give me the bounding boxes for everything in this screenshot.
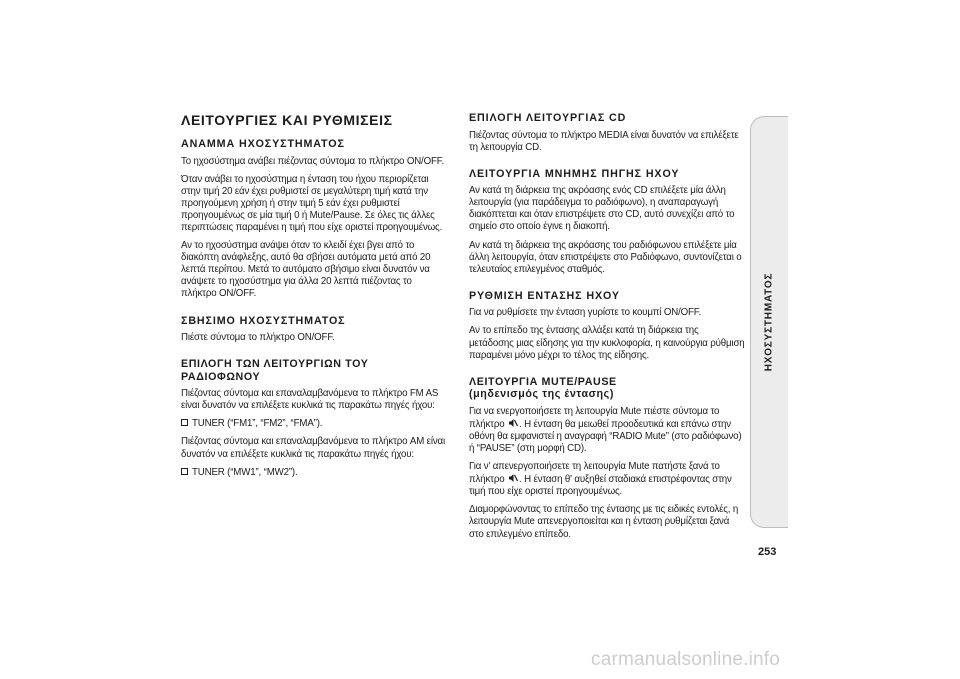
section-title-power-on: ΑΝΑΜΜΑ ΗΧΟΣΥΣΤΗΜΑΤΟΣ (181, 138, 345, 150)
paragraph: Αν κατά τη διάρκεια της ακρόασης του ραδιόφωνου επιλέξετε μία άλλη λειτουργία, όταν επιστρέψετε στο Ραδιόφωνο, συντονίζεται ο τελευταίος επιλεγμένος σταθμός. (469, 239, 742, 275)
speaker-mute-icon (508, 473, 518, 483)
paragraph: Αν κατά τη διάρκεια της ακρόασης ενός CD επιλέξετε μία άλλη λειτουργία (για παράδειγμα το ραδιόφωνο), η αναπαραγωγή διακόπτεται και όταν επιστρέψετε στο CD, αυτό συνεχίζει από το σημείο στο οποίο έγινε η διακοπή. (469, 185, 735, 233)
paragraph: Το ηχοσύστημα ανάβει πιέζοντας σύντομα το πλήκτρο ON/OFF. (181, 155, 444, 167)
paragraph: Πιέζοντας σύντομα το πλήκτρο MEDIA είναι δυνατόν να επιλέξετε τη λειτουργία CD. (469, 129, 739, 153)
section-title-line: ΛΕΙΤΟΥΡΓΙΑ MUTE/PAUSE (469, 375, 617, 388)
section-title-source-memory: ΛΕΙΤΟΥΡΓΙΑ ΜΝΗΜΗΣ ΠΗΓΗΣ ΗΧΟΥ (469, 167, 680, 180)
paragraph: Για να ρυθμίσετε την ένταση γυρίστε το κουμπί ON/OFF. (469, 307, 701, 319)
speaker-mute-icon (508, 418, 518, 428)
bullet-text: TUNER (“FM1”, “FM2”, “FMA”). (192, 418, 323, 430)
section-title-power-off: ΣΒΗΣΙΜΟ ΗΧΟΣΥΣΤΗΜΑΤΟΣ (181, 314, 346, 327)
section-title-mute-pause (469, 376, 745, 401)
checkbox-bullet-icon (181, 468, 188, 475)
section-title-cd-mode: ΕΠΙΛΟΓΗ ΛΕΙΤΟΥΡΓΙΑΣ CD (469, 112, 627, 124)
paragraph: Διαμορφώνοντας το επίπεδο της έντασης με τις ειδικές εντολές, η λειτουργία Mute απενεργοποιείται και η ένταση ρυθμίζεται ξανά στο επιλεγμένο επίπεδο. (469, 504, 739, 540)
paragraph: Πιέστε σύντομα το πλήκτρο ON/OFF. (181, 332, 335, 344)
section-title-line: ΡΑΔΙΟΦΩΝΟΥ (181, 370, 261, 383)
paragraph: Πιέζοντας σύντομα και επαναλαμβανόμενα το πλήκτρο FM AS είναι δυνατόν να επιλέξετε κυκλικά τις παρακάτω πηγές ήχου: (181, 388, 439, 412)
paragraph: Αν το ηχοσύστημα ανάψει όταν το κλειδί έχει βγει από το διακόπτη ανάφλεξης, αυτό θα σβήσει αυτόματα μετά από 20 λεπτά περίπου. Μετά το αυτόματο σβήσιμο είναι δυνατόν να ανάψετε το ηχοσύστημα για άλλα 20 λεπτά πιέζοντας το πλήκτρο ON/OFF. (181, 240, 431, 300)
page-number: 253 (758, 546, 777, 558)
watermark: carmanualsonline.info (591, 649, 781, 670)
paragraph: Όταν ανάβει το ηχοσύστημα η ένταση του ήχου περιορίζεται στην τιμή 20 εάν έχει ρυθμιστεί σε μεγαλύτερη τιμή κατά την προηγούμενη χρήση ή στην τιμή 5 εάν έχει ρυθμιστεί προηγουμένως σε μία τιμή 0 ή Mute/Pause. Σε όλες τις άλλες περιπτώσεις παραμένει η τιμή που είχε οριστεί προηγουμένως. (181, 173, 443, 233)
bullet-item (181, 467, 445, 479)
paragraph (469, 406, 745, 455)
paragraph (469, 461, 745, 498)
section-title-line: (μηδενισμός της έντασης) (469, 388, 614, 401)
section-title-line: ΕΠΙΛΟΓΗ ΤΩΝ ΛΕΙΤΟΥΡΓΙΩΝ ΤΟΥ (181, 358, 369, 371)
paragraph-text: Για να ενεργοποιήσετε τη λειτουργία Mute πιέστε σύντομα το πλήκτρο (469, 405, 720, 430)
chapter-side-tab-label: ΗΧΟΣΥΣΤΗΜΑΤΟΣ (763, 272, 775, 372)
right-column (469, 112, 745, 547)
left-column (181, 112, 445, 485)
paragraph: Αν το επίπεδο της έντασης αλλάξει κατά τη διάρκεια της μετάδοσης μιας είδησης για την κυκλοφορία, η καινούργια ρύθμιση παραμένει μόνο μέχρι το τέλος της είδησης. (469, 325, 745, 361)
checkbox-bullet-icon (181, 419, 188, 426)
paragraph: Πιέζοντας σύντομα και επαναλαμβανόμενα το πλήκτρο AM είναι δυνατόν να επιλέξετε κυκλικά τις παρακάτω πηγές ήχου: (181, 436, 445, 460)
paragraph-text: . Η ένταση θα μειωθεί προοδευτικά και επάνω στην οθόνη θα εμφανιστεί η αναγραφή “RADIO Mute” (στο ραδιόφωνο) ή “PAUSE” (στη μορφή CD). (469, 418, 742, 454)
bullet-item (181, 418, 445, 430)
bullet-text: TUNER (“MW1”, “MW2”). (192, 466, 298, 478)
paragraph-text: . Η ένταση θ' αυξηθεί σταδιακά επιστρέφοντας στην τιμή που είχε οριστεί προηγουμένως. (469, 474, 732, 498)
section-title-radio-functions (181, 358, 445, 383)
page-main-title: ΛΕΙΤΟΥΡΓΙΕΣ ΚΑΙ ΡΥΘΜΙΣΕΙΣ (181, 112, 393, 128)
section-title-volume: ΡΥΘΜΙΣΗ ΕΝΤΑΣΗΣ ΗΧΟΥ (469, 289, 620, 302)
paragraph-text: Για ν' απενεργοποιήσετε τη λειτουργία Mute πατήστε ξανά το πλήκτρο (469, 461, 720, 486)
